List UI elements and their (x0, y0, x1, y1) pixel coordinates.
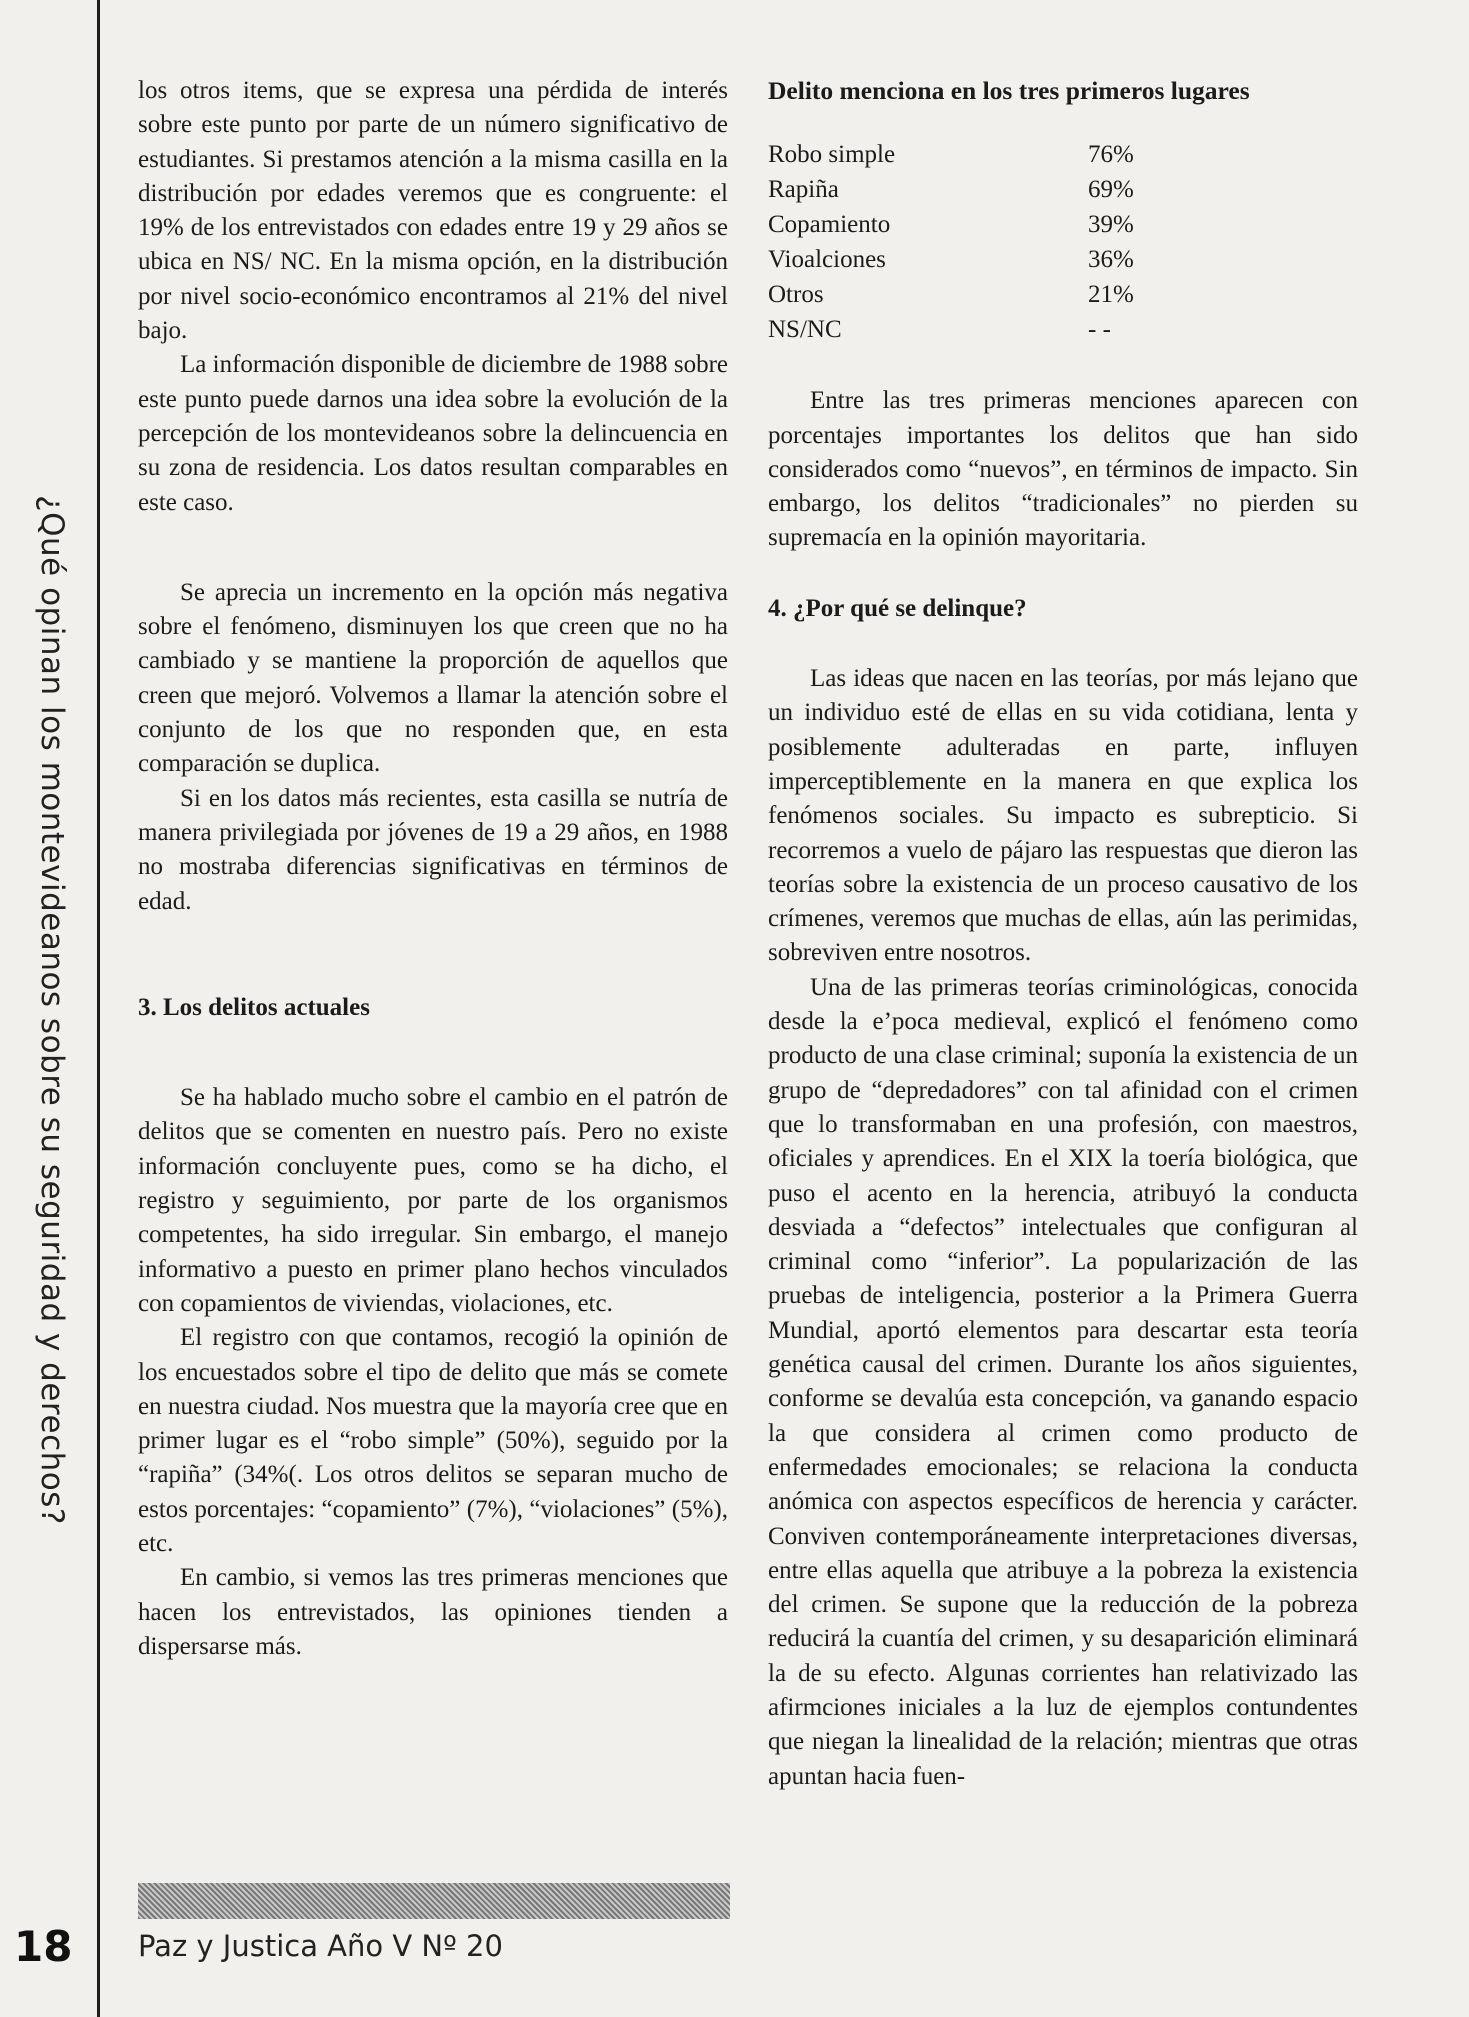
table-row (768, 278, 1208, 313)
crime-percentage: 69% (1088, 176, 1134, 204)
crime-percentage: 39% (1088, 211, 1134, 239)
margin-rule (97, 0, 100, 2017)
crime-name: Rapiña (768, 176, 839, 204)
table-row (768, 173, 1208, 208)
paragraph: Entre las tres primeras menciones aparecen con porcentajes importantes los delitos que han sido considerados como “nuevos”, en términos de impacto. Sin embargo, los delitos “tradicionales” no pierden su supremacía en la opinión mayoritaria. (768, 387, 1358, 552)
paragraph: Si en los datos más recientes, esta casilla se nutría de manera privilegiada por jóvenes de 19 a 29 años, en 1988 no mostraba diferencias significativas en términos de edad. (138, 784, 728, 915)
table-title: Delito menciona en los tres primeros lugares (768, 76, 1250, 105)
crime-mentions-table (768, 138, 1208, 348)
crime-name: Robo simple (768, 141, 896, 169)
crime-name: NS/NC (768, 316, 842, 344)
paragraph: Una de las primeras teorías criminológicas, conocida desde la e’poca medieval, explicó el fenómeno como producto de una clase criminal; suponía la existencia de un grupo de “depredadores” con tal afinidad con el crimen que lo transformaban en una profesión, con maestros, oficiales y aprendices. En el XIX la toería biológica, que puso el acento en la herencia, atribuyó la conducta desviada a “defectos” intelectuales que configuran al criminal como “inferior”. La popularización de las pruebas de inteligencia, posterior a la Primera Guerra Mundial, aportó elementos para descartar esta teoría genética causal del crimen. Durante los años siguientes, conforme se devalúa esta concepción, va ganando espacio la que considera al crimen como producto de enfermedades emocionales; se relaciona la conducta anómica con aspectos específicos de herencia y carácter. Conviven contemporáneamente interpretaciones diversas, entre ellas aquella que atribuye a la pobreza la existencia del crimen. Se supone que la reducción de la pobreza reducirá la cuantía del crimen, y su desaparición eliminará la de su efecto. Algunas corrientes han relativizado las afirmciones iniciales a la luz de ejemplos contundentes que niegan la linealidad de la relación; mientras que otras apuntan hacia fuen- (768, 973, 1358, 1790)
table-row (768, 138, 1208, 173)
paragraph: Se aprecia un incremento en la opción más negativa sobre el fenómeno, disminuyen los que creen que no ha cambiado y se mantiene la proporción de aquellos que creen que mejoró. Volvemos a llamar la atención sobre el conjunto de los que no responden que, en esta comparación se duplica. (138, 578, 728, 778)
crime-name: Vioalciones (768, 246, 886, 274)
crime-name: Copamiento (768, 211, 891, 239)
crime-percentage: 36% (1088, 246, 1134, 274)
table-row (768, 208, 1208, 243)
paragraph: En cambio, si vemos las tres primeras menciones que hacen los entrevistados, las opiniones tienden a dispersarse más. (138, 1564, 728, 1660)
table-row (768, 243, 1208, 278)
paragraph: El registro con que contamos, recogió la opinión de los encuestados sobre el tipo de delito que más se comete en nuestra ciudad. Nos muestra que la mayoría cree que en primer lugar es el “robo simple” (50%), seguido por la “rapiña” (34%(. Los otros delitos se separan mucho de estos porcentajes: “copamiento” (7%), “violaciones” (5%), etc. (138, 1324, 728, 1557)
crime-percentage: - - (1088, 316, 1111, 344)
paragraph: La información disponible de diciembre de 1988 sobre este punto puede darnos una idea sobre la evolución de la percepción de los montevideanos sobre la delincuencia en su zona de residencia. Los datos resultan comparables en este caso. (138, 351, 728, 516)
paragraph: Las ideas que nacen en las teorías, por más lejano que un individuo esté de ellas en su vida cotidiana, lenta y posiblemente adulteradas en parte, influyen imperceptiblemente en la manera en que explica los fenómenos sociales. Su impacto es subrepticio. Si recorremos a vuelo de pájaro las respuestas que dieron las teorías sobre la existencia de un proceso causativo de los crímenes, veremos que muchas de ellas, aún las perimidas, sobreviven entre nosotros. (768, 665, 1358, 967)
crime-percentage: 21% (1088, 281, 1134, 309)
section-heading-3: 3. Los delitos actuales (138, 993, 370, 1021)
table-row (768, 313, 1208, 348)
crime-percentage: 76% (1088, 141, 1134, 169)
right-column (768, 74, 1358, 1794)
left-column (138, 74, 728, 1664)
crime-name: Otros (768, 281, 824, 309)
running-head: ¿Qué opinan los montevideanos sobre su seguridad y derechos? (34, 495, 70, 1525)
section-heading-4: 4. ¿Por qué se delinque? (768, 594, 1027, 622)
paragraph: Se ha hablado mucho sobre el cambio en el patrón de delitos que se comenten en nuestro país. Pero no existe información concluyente pues, como se ha dicho, el registro y seguimiento, por parte de los organismos competentes, ha sido irregular. Sin embargo, el manejo informativo a puesto en primer plano hechos vinculados con copamientos de viviendas, violaciones, etc. (138, 1084, 728, 1317)
footer-publication: Paz y Justica Año V Nº 20 (138, 1929, 503, 1963)
page-number: 18 (14, 1922, 73, 1971)
paragraph: los otros items, que se expresa una pérdida de interés sobre este punto por parte de un número significativo de estudiantes. Si prestamos atención a la misma casilla en la distribución por edades veremos que es congruente: el 19% de los entrevistados con edades entre 19 y 29 años se ubica en NS/ NC. En la misma opción, en la distribución por nivel socio-económico encontramos al 21% del nivel bajo. (138, 77, 728, 345)
footer-pattern-bar (138, 1883, 730, 1919)
